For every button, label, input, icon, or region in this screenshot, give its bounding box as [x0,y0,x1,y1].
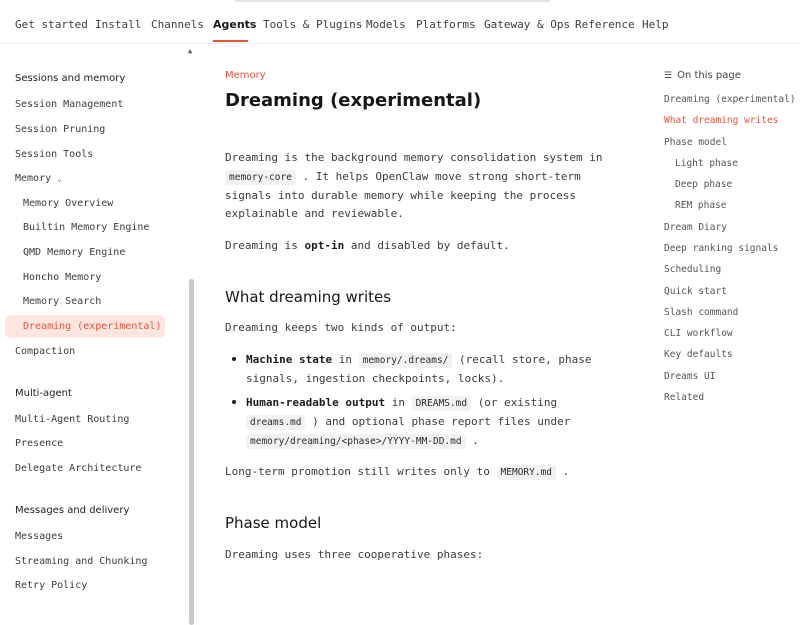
chevron-down-icon: ⌄ [57,174,62,183]
bullet-text: (recall store, phase [452,353,592,366]
tab-reference[interactable]: Reference [575,18,635,31]
breadcrumb-eyebrow[interactable]: Memory [225,70,266,81]
tab-agents[interactable]: Agents [213,18,257,31]
sidebar-item-session-tools[interactable]: Session Tools [15,149,94,160]
sidebar-item-memory-search[interactable]: Memory Search [23,296,102,307]
sidebar-item-builtin-memory-engine[interactable]: Builtin Memory Engine [23,222,150,233]
toc-link-active[interactable]: What dreaming writes [664,115,779,126]
toc-link[interactable]: Related [664,392,705,403]
sidebar-heading-sessions-memory: Sessions and memory [15,73,126,84]
heading-phase-model: Phase model [225,514,322,532]
sidebar-item-memory[interactable] [15,173,62,184]
inline-code-memory-md: MEMORY.md [497,465,556,480]
active-tab-indicator [213,40,248,42]
bullet-bold: Human-readable output [246,396,386,409]
bullet-dot [232,400,236,404]
sidebar-item-retry-policy[interactable]: Retry Policy [15,580,88,591]
intro-paragraph-line-1 [225,148,603,167]
toc-link[interactable]: Phase model [664,137,727,148]
top-hairline [235,0,550,2]
list-icon: ☰ [664,71,673,81]
bullet-text: . [472,434,479,447]
toc-link[interactable]: Quick start [664,286,727,297]
longterm-paragraph [225,462,569,481]
bullet-text: in [332,353,359,366]
tab-models[interactable]: Models [366,18,406,31]
toc-link[interactable]: Dreams UI [664,371,716,382]
sidebar-item-multi-agent-routing[interactable]: Multi-Agent Routing [15,414,130,425]
tab-install[interactable]: Install [95,18,142,31]
tab-gateway-ops[interactable]: Gateway & Ops [484,18,571,31]
inline-code-phase-report-path: memory/dreaming/<phase>/YYYY-MM-DD.md [246,434,466,449]
intro-paragraph-line-2 [225,167,581,186]
toc-link[interactable]: Deep phase [675,179,733,190]
bullet-text: in [385,396,412,409]
toc-link[interactable]: Key defaults [664,349,733,360]
intro-paragraph-line-4: explainable and reviewable. [225,207,404,220]
toc-link[interactable]: Scheduling [664,264,722,275]
tab-tools-plugins[interactable]: Tools & Plugins [263,18,363,31]
inline-code-dreams-md: DREAMS.md [412,396,471,411]
bullet-human-readable-line-2 [246,412,570,431]
toc-link[interactable]: Deep ranking signals [664,243,779,254]
top-nav [0,0,800,44]
writes-intro: Dreaming keeps two kinds of output: [225,321,457,334]
toc-link[interactable]: CLI workflow [664,328,733,339]
intro-paragraph-line-3: signals into durable memory while keeping the process [225,189,576,202]
bullet-text: ) and optional phase report files under [312,415,571,428]
longterm-pre: Long-term promotion still writes only to [225,465,497,478]
inline-code-dreams-dir: memory/.dreams/ [359,353,453,368]
toc-link[interactable]: Slash command [664,307,739,318]
optin-paragraph [225,236,510,255]
intro-text: Dreaming is the background memory consolidation system in [225,151,603,164]
optin-pre: Dreaming is [225,239,305,252]
tab-help[interactable]: Help [642,18,669,31]
tab-get-started[interactable]: Get started [15,18,88,31]
optin-post: and disabled by default. [344,239,510,252]
sidebar-heading-multi-agent: Multi-agent [15,388,72,399]
toc-link[interactable]: REM phase [675,200,727,211]
scroll-up-arrow-icon[interactable]: ▲ [188,47,193,55]
sidebar-scrollbar[interactable] [189,279,194,625]
tab-channels[interactable]: Channels [151,18,204,31]
toc-link[interactable]: Light phase [675,158,738,169]
sidebar-item-streaming-chunking[interactable]: Streaming and Chunking [15,556,148,567]
sidebar-item-delegate-architecture[interactable]: Delegate Architecture [15,463,142,474]
toc-link[interactable]: Dream Diary [664,222,727,233]
bullet-dot [232,357,236,361]
sidebar-item-honcho-memory[interactable]: Honcho Memory [23,272,102,283]
sidebar-item-session-pruning[interactable]: Session Pruning [15,124,106,135]
bullet-bold: Machine state [246,353,333,366]
sidebar-heading-messages-delivery: Messages and delivery [15,505,130,516]
bullet-human-readable-line-1 [246,393,557,412]
sidebar-item-dreaming[interactable]: Dreaming (experimental) [23,321,162,332]
sidebar-item-memory-label: Memory [15,173,52,184]
sidebar-item-messages[interactable]: Messages [15,531,64,542]
sidebar-item-presence[interactable]: Presence [15,438,64,449]
inline-code-dreams-md-lower: dreams.md [246,415,305,430]
sidebar-item-session-management[interactable]: Session Management [15,99,124,110]
sidebar-item-compaction[interactable]: Compaction [15,346,76,357]
toc-heading [664,70,741,81]
heading-what-dreaming-writes: What dreaming writes [225,288,392,306]
inline-code-memory-core: memory-core [225,170,296,185]
toc-link[interactable]: Dreaming (experimental) [664,94,796,105]
tab-platforms[interactable]: Platforms [416,18,476,31]
sidebar-item-qmd-memory-engine[interactable]: QMD Memory Engine [23,247,126,258]
bullet-machine-state-line-2: signals, ingestion checkpoints, locks). [246,372,505,385]
sidebar-item-memory-overview[interactable]: Memory Overview [23,198,114,209]
bullet-human-readable-line-3 [246,431,479,450]
phase-intro: Dreaming uses three cooperative phases: [225,548,484,561]
bullet-machine-state-line-1 [246,350,591,369]
sidebar [0,45,196,591]
intro-text: . It helps OpenClaw move strong short-term [302,170,581,183]
bullet-text: (or existing [477,396,558,409]
longterm-post: . [562,465,570,478]
page-title: Dreaming (experimental) [225,90,482,111]
toc-heading-label: On this page [677,70,741,81]
optin-bold: opt-in [304,239,345,252]
